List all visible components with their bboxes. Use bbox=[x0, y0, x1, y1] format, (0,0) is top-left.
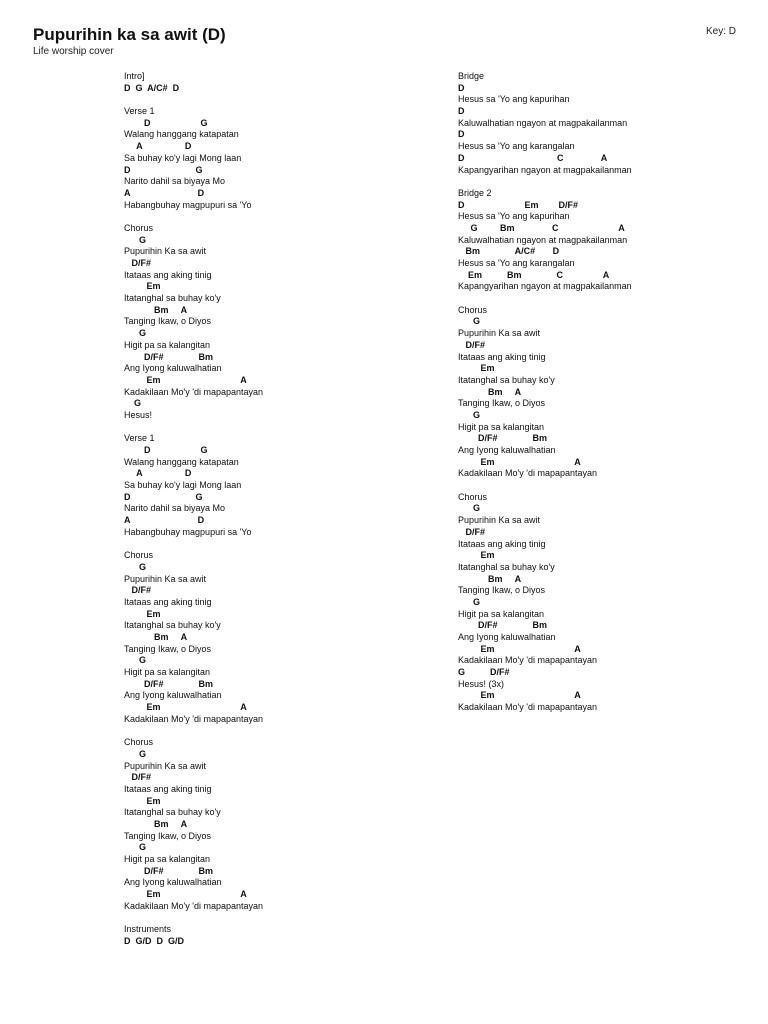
chord-line: G bbox=[458, 503, 481, 514]
chord-line: D bbox=[458, 82, 465, 93]
chord-line: G bbox=[124, 328, 147, 339]
lyric-line: Sa buhay ko'y lagi Mong laan bbox=[124, 152, 242, 163]
lyric-line: Hesus! bbox=[124, 409, 153, 420]
section-heading: Chorus bbox=[124, 737, 154, 748]
section-bridge-2 bbox=[458, 188, 632, 293]
chord-line: D C A bbox=[458, 152, 608, 163]
lyric-line: Hesus sa 'Yo ang kapurihan bbox=[458, 211, 570, 222]
section-verse-1 bbox=[124, 106, 263, 211]
lyric-line: Kadakilaan Mo'y 'di mapapantayan bbox=[124, 386, 264, 397]
chord-line: D Em D/F# bbox=[458, 199, 579, 210]
chord-line: D/F# bbox=[124, 585, 152, 596]
section-instruments bbox=[124, 924, 263, 947]
section-chorus-3 bbox=[124, 737, 263, 912]
lyric-line: Kadakilaan Mo'y 'di mapapantayan bbox=[124, 713, 264, 724]
chord-line: Em bbox=[124, 281, 161, 292]
chord-line: D G A/C# D bbox=[124, 82, 180, 93]
lyric-line: Ang Iyong kaluwalhatian bbox=[124, 690, 222, 701]
chord-line: Em bbox=[458, 363, 495, 374]
chord-line: Em bbox=[124, 795, 161, 806]
lyric-line: Itatanghal sa buhay ko'y bbox=[124, 620, 221, 631]
lyric-line: Pupurihin Ka sa awit bbox=[458, 515, 541, 526]
lyric-line: Pupurihin Ka sa awit bbox=[458, 328, 541, 339]
lyric-line: Tanging Ikaw, o Diyos bbox=[124, 830, 212, 841]
chord-line: Em A bbox=[458, 690, 581, 701]
chord-line: G bbox=[124, 561, 147, 572]
chord-line: D bbox=[458, 129, 465, 140]
lyric-line: Itataas ang aking tinig bbox=[124, 783, 212, 794]
chord-line: D/F# bbox=[124, 258, 152, 268]
lyric-line: Ang Iyong kaluwalhatian bbox=[124, 363, 222, 374]
section-chorus-2 bbox=[124, 550, 263, 725]
lyric-line: Hesus sa 'Yo ang kapurihan bbox=[458, 94, 570, 105]
song-title: Pupurihin ka sa awit (D) bbox=[33, 25, 226, 44]
chord-line: G D/F# bbox=[458, 667, 510, 678]
lyric-line: Walang hanggang katapatan bbox=[124, 129, 239, 140]
chord-line: Em A bbox=[458, 643, 581, 654]
chord-line: G bbox=[458, 409, 481, 420]
lyric-line: Habangbuhay magpupuri sa 'Yo bbox=[124, 526, 252, 537]
chord-line: D G bbox=[124, 491, 203, 502]
chord-line: G bbox=[124, 748, 147, 759]
section-chorus-5 bbox=[458, 492, 632, 714]
section-heading: Bridge bbox=[458, 71, 485, 81]
lyric-line: Kadakilaan Mo'y 'di mapapantayan bbox=[458, 702, 598, 713]
chord-line: G bbox=[124, 234, 147, 245]
section-heading: Chorus bbox=[124, 222, 154, 233]
lyric-line: Kaluwalhatian ngayon at magpakailanman bbox=[458, 117, 628, 128]
chord-line: A D bbox=[124, 468, 192, 479]
lyric-line: Itatanghal sa buhay ko'y bbox=[124, 293, 221, 304]
section-intro bbox=[124, 71, 263, 94]
chord-line: Bm A bbox=[124, 632, 188, 642]
chord-line: D/F# bbox=[124, 772, 152, 783]
lyric-line: Tanging Ikaw, o Diyos bbox=[458, 585, 546, 596]
chord-line: Em A bbox=[124, 702, 247, 713]
section-heading: Verse 1 bbox=[124, 433, 155, 444]
lyric-line: Ang Iyong kaluwalhatian bbox=[458, 632, 556, 642]
chord-line: D G bbox=[124, 117, 208, 128]
section-bridge bbox=[458, 71, 632, 176]
section-heading: Chorus bbox=[124, 550, 154, 561]
section-chorus bbox=[124, 223, 263, 422]
song-key: Key: D bbox=[705, 26, 736, 37]
left-column bbox=[124, 71, 263, 959]
lyric-line: Kaluwalhatian ngayon at magpakailanman bbox=[458, 234, 628, 245]
lyric-line: Tanging Ikaw, o Diyos bbox=[458, 398, 546, 409]
lyric-line: Higit pa sa kalangitan bbox=[458, 608, 545, 619]
chord-line: D bbox=[458, 106, 465, 117]
lyric-line: Kadakilaan Mo'y 'di mapapantayan bbox=[458, 655, 598, 666]
lyric-line: Itataas ang aking tinig bbox=[124, 596, 212, 607]
chord-line: G bbox=[124, 655, 147, 666]
lyric-line: Hesus! (3x) bbox=[458, 678, 505, 689]
chord-line: Bm A bbox=[458, 386, 522, 397]
section-heading: Instruments bbox=[124, 924, 172, 935]
lyric-line: Ang Iyong kaluwalhatian bbox=[124, 877, 222, 888]
chord-line: D/F# Bm bbox=[458, 620, 548, 631]
chord-line: D/F# Bm bbox=[458, 433, 548, 444]
chord-line: D G/D D G/D bbox=[124, 935, 185, 946]
chord-line: Em bbox=[458, 550, 495, 561]
section-verse-1-repeat bbox=[124, 433, 263, 538]
lyric-line: Narito dahil sa biyaya Mo bbox=[124, 176, 226, 187]
chord-line: Bm A/C# D bbox=[458, 246, 560, 257]
chord-line: A D bbox=[124, 515, 205, 526]
lyric-line: Higit pa sa kalangitan bbox=[458, 421, 545, 432]
chord-line: D G bbox=[124, 445, 208, 455]
lyric-line: Higit pa sa kalangitan bbox=[124, 667, 211, 678]
chord-line: D G bbox=[124, 164, 203, 175]
lyric-line: Tanging Ikaw, o Diyos bbox=[124, 316, 212, 327]
lyric-line: Sa buhay ko'y lagi Mong laan bbox=[124, 480, 242, 491]
chord-line: D/F# Bm bbox=[124, 351, 214, 362]
chord-line: Bm A bbox=[124, 819, 188, 829]
chord-line: G bbox=[458, 596, 481, 607]
lyric-line: Kadakilaan Mo'y 'di mapapantayan bbox=[124, 900, 264, 911]
lyric-line: Itataas ang aking tinig bbox=[458, 351, 546, 362]
chord-line: D/F# Bm bbox=[124, 678, 214, 689]
lyric-line: Higit pa sa kalangitan bbox=[124, 339, 211, 350]
lyric-line: Kadakilaan Mo'y 'di mapapantayan bbox=[458, 468, 598, 479]
lyric-line: Itataas ang aking tinig bbox=[458, 538, 546, 549]
chord-line: Em A bbox=[124, 889, 247, 900]
lyric-line: Tanging Ikaw, o Diyos bbox=[124, 643, 212, 654]
chord-line: Em Bm C A bbox=[458, 269, 610, 280]
section-heading: Chorus bbox=[458, 491, 488, 502]
lyric-line: Hesus sa 'Yo ang karangalan bbox=[458, 258, 575, 268]
lyric-line: Pupurihin Ka sa awit bbox=[124, 246, 207, 257]
section-heading: Verse 1 bbox=[124, 106, 155, 117]
lyric-line: Itatanghal sa buhay ko'y bbox=[124, 807, 221, 818]
chord-line: D/F# bbox=[458, 526, 486, 537]
lyric-line: Kapangyarihan ngayon at magpakailanman bbox=[458, 281, 632, 292]
chord-line: Bm A bbox=[124, 304, 188, 315]
chord-line: G bbox=[124, 398, 142, 409]
chord-line: A D bbox=[124, 141, 192, 152]
lyric-line: Habangbuhay magpupuri sa 'Yo bbox=[124, 199, 252, 210]
section-heading: Chorus bbox=[458, 304, 488, 315]
section-heading: Bridge 2 bbox=[458, 187, 492, 198]
lyric-line: Itatanghal sa buhay ko'y bbox=[458, 374, 555, 385]
chord-line: Bm A bbox=[458, 573, 522, 584]
chord-line: Em A bbox=[124, 374, 247, 385]
lyric-line: Itataas ang aking tinig bbox=[124, 269, 212, 280]
lyric-line: Ang Iyong kaluwalhatian bbox=[458, 445, 556, 455]
chord-line: A D bbox=[124, 187, 205, 198]
chord-line: Em A bbox=[458, 456, 581, 467]
chord-line: G bbox=[458, 316, 481, 327]
lyric-line: Pupurihin Ka sa awit bbox=[124, 573, 207, 584]
lyric-line: Walang hanggang katapatan bbox=[124, 456, 239, 467]
chord-line: D/F# Bm bbox=[124, 865, 214, 876]
lyric-line: Kapangyarihan ngayon at magpakailanman bbox=[458, 164, 632, 175]
song-subtitle: Life worship cover bbox=[33, 46, 114, 57]
right-column bbox=[458, 71, 632, 726]
lyric-line: Itatanghal sa buhay ko'y bbox=[458, 561, 555, 572]
lyric-line: Narito dahil sa biyaya Mo bbox=[124, 503, 226, 514]
chord-line: Em bbox=[124, 608, 161, 619]
chord-line: G Bm C A bbox=[458, 222, 625, 233]
lyric-line: Pupurihin Ka sa awit bbox=[124, 760, 207, 771]
chord-line: G bbox=[124, 842, 147, 853]
section-heading: Intro] bbox=[124, 71, 145, 81]
chord-line: D/F# bbox=[458, 339, 486, 350]
section-chorus-4 bbox=[458, 305, 632, 480]
lyric-line: Higit pa sa kalangitan bbox=[124, 854, 211, 865]
lyric-line: Hesus sa 'Yo ang karangalan bbox=[458, 141, 575, 152]
